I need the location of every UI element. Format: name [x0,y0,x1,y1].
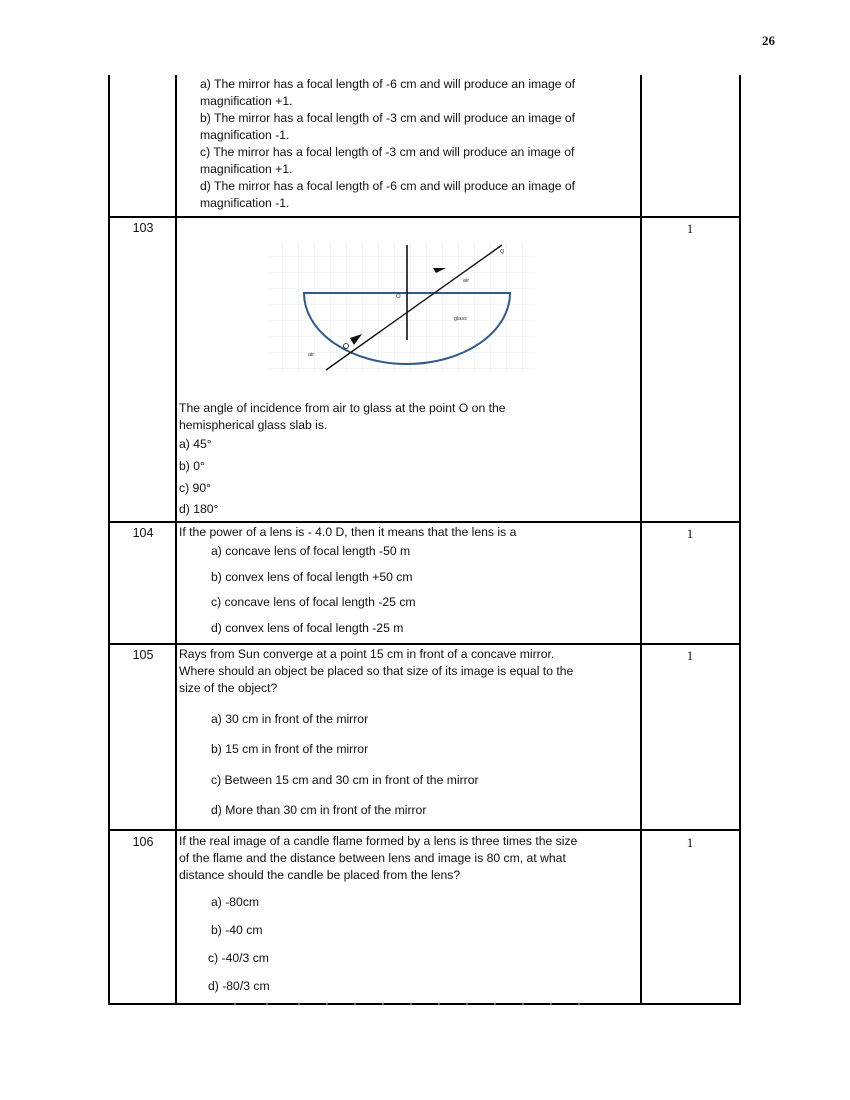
question-marks: 1 [686,648,694,663]
table-border-left [108,75,110,1005]
hemisphere-diagram [266,240,536,375]
question-text: Rays from Sun converge at a point 15 cm in front of a concave mirror. [179,647,555,661]
option-b: b) -40 cm [211,923,263,937]
scan-tick-marks [205,999,595,1007]
option-b: b) convex lens of focal length +50 cm [211,570,413,584]
q106-question [179,833,577,884]
refraction-figure [266,240,536,380]
option-line: b) The mirror has a focal length of -3 cm and will produce an image of [200,111,576,125]
option-a: a) 30 cm in front of the mirror [211,712,369,726]
air-label-bottom: air [308,352,315,358]
option-c: c) Between 15 cm and 30 cm in front of the mirror [211,773,479,787]
row-divider [108,829,741,831]
question-number: 106 [132,835,154,849]
option-b: b) 0° [179,459,205,473]
row-divider [108,216,741,218]
q103-question [179,400,506,434]
question-number: 104 [132,526,154,540]
question-text: The angle of incidence from air to glass at the point O on the [179,401,506,415]
point-q-label: Q [500,249,505,255]
q102-options [200,76,575,212]
row-divider [108,643,741,645]
option-a: a) -80cm [211,895,260,909]
row-divider [108,521,741,523]
question-text: distance should the candle be placed from the lens? [179,868,461,882]
option-line: magnification +1. [200,162,293,176]
air-label-top: air [463,278,470,284]
option-a: a) 45° [179,437,212,451]
option-line: d) The mirror has a focal length of -6 cm and will produce an image of [200,179,576,193]
option-line: magnification -1. [200,196,290,210]
option-line: c) The mirror has a focal length of -3 cm and will produce an image of [200,145,575,159]
q105-question [179,646,573,697]
option-d: d) 180° [179,502,219,516]
question-marks: 1 [686,221,694,236]
option-d: d) convex lens of focal length -25 m [211,621,404,635]
question-text: size of the object? [179,681,278,695]
table-border-right [739,75,741,1005]
question-marks: 1 [686,526,694,541]
table-column-divider [175,75,177,1005]
point-o-label: O [396,294,401,300]
option-b: b) 15 cm in front of the mirror [211,742,369,756]
question-text: hemispherical glass slab is. [179,418,328,432]
option-d: d) -80/3 cm [208,979,270,993]
question-number: 103 [132,221,154,235]
option-d: d) More than 30 cm in front of the mirror [211,803,427,817]
option-line: a) The mirror has a focal length of -6 cm and will produce an image of [200,77,576,91]
question-text: If the power of a lens is - 4.0 D, then it means that the lens is a [179,525,517,539]
option-line: magnification +1. [200,94,293,108]
option-c: c) 90° [179,481,211,495]
question-text: of the flame and the distance between lens and image is 80 cm, at what [179,851,566,865]
option-c: c) concave lens of focal length -25 cm [211,595,416,609]
option-c: c) -40/3 cm [208,951,269,965]
question-number: 105 [132,648,154,662]
question-text: If the real image of a candle flame formed by a lens is three times the size [179,834,578,848]
glass-label: glass [454,316,467,322]
option-line: magnification -1. [200,128,290,142]
option-a: a) concave lens of focal length -50 m [211,544,411,558]
page-number: 26 [762,33,775,48]
question-text: Where should an object be placed so that size of its image is equal to the [179,664,574,678]
question-marks: 1 [686,835,694,850]
